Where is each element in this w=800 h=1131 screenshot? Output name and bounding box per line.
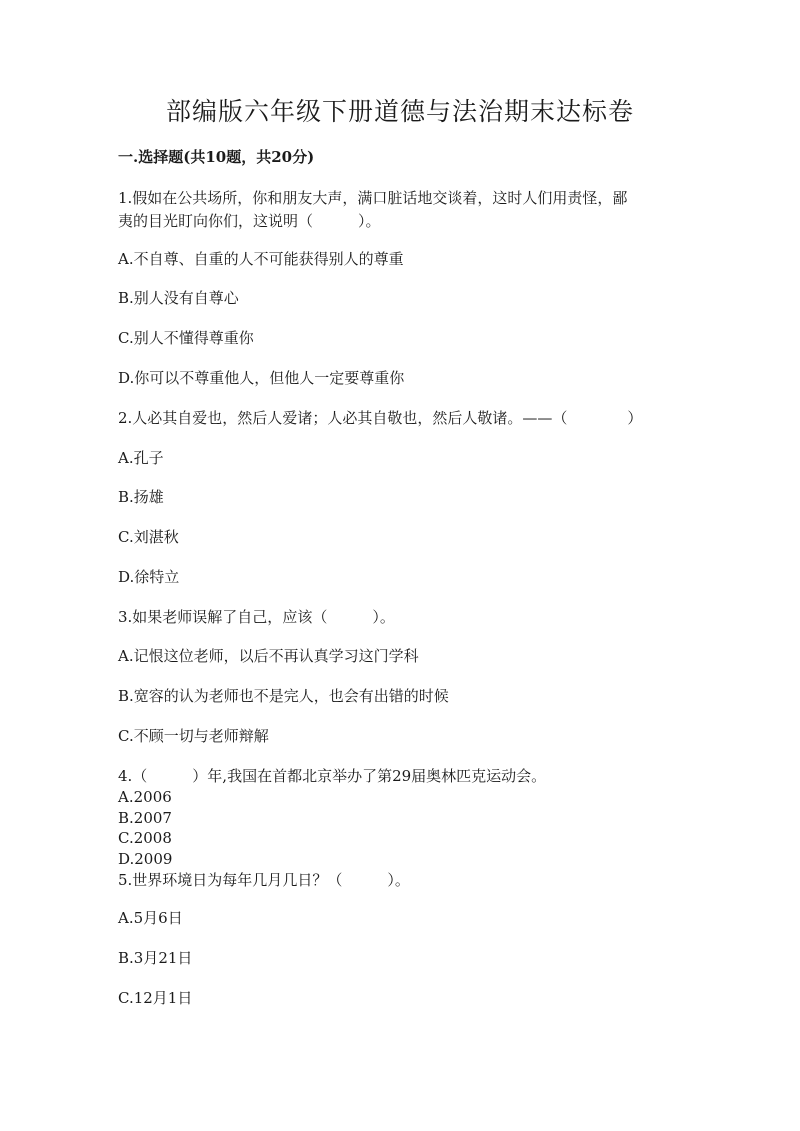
question-3-option-c: C.不顾一切与老师辩解 — [118, 727, 269, 745]
question-5-option-b: B.3月21日 — [118, 949, 193, 967]
question-1-option-a: A.不自尊、自重的人不可能获得别人的尊重 — [118, 250, 404, 268]
question-3-option-b: B.宽容的认为老师也不是完人，也会有出错的时候 — [118, 687, 449, 705]
page-title: 部编版六年级下册道德与法治期末达标卷 — [165, 97, 634, 126]
question-4-option-d: D.2009 — [118, 850, 173, 868]
question-4-option-b: B.2007 — [118, 809, 172, 827]
question-2-option-d: D.徐特立 — [118, 568, 180, 586]
question-4-stem: 4.（ ）年,我国在首都北京举办了第29届奥林匹克运动会。 — [118, 767, 547, 785]
question-2-option-c: C.刘湛秋 — [118, 528, 179, 546]
section-heading: 一.选择题(共10题，共20分) — [118, 148, 315, 166]
question-2-option-a: A.孔子 — [118, 449, 164, 467]
question-2-option-b: B.扬雄 — [118, 488, 164, 506]
question-4-option-a: A.2006 — [118, 788, 172, 806]
question-1-option-d: D.你可以不尊重他人，但他人一定要尊重你 — [118, 369, 405, 387]
question-1-option-c: C.别人不懂得尊重你 — [118, 329, 254, 347]
question-3-option-a: A.记恨这位老师，以后不再认真学习这门学科 — [118, 647, 419, 665]
question-5-option-a: A.5月6日 — [118, 909, 183, 927]
question-1-stem-line-1: 1.假如在公共场所，你和朋友大声，满口脏话地交谈着，这时人们用责怪，鄙 — [118, 189, 628, 207]
question-3-stem: 3.如果老师误解了自己，应该（ ）。 — [118, 608, 395, 626]
question-1-option-b: B.别人没有自尊心 — [118, 289, 239, 307]
question-1-stem-line-2: 夷的目光盯向你们，这说明（ ）。 — [118, 212, 381, 230]
question-2-stem: 2.人必其自爱也，然后人爱诸；人必其自敬也，然后人敬诸。——（ ） — [118, 409, 643, 427]
question-5-option-c: C.12月1日 — [118, 989, 193, 1007]
question-4-option-c: C.2008 — [118, 829, 172, 847]
question-5-stem: 5.世界环境日为每年几月几日？（ ）。 — [118, 871, 410, 889]
